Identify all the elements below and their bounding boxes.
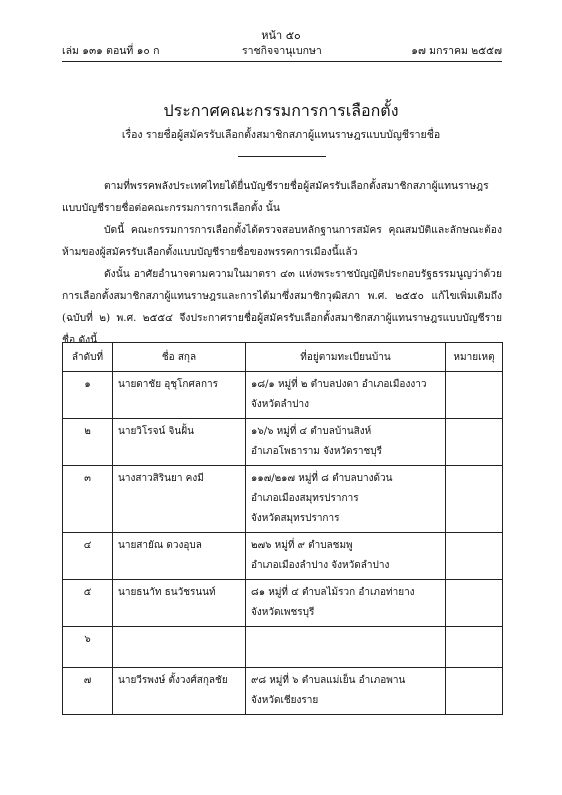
header-remark: หมายเหตุ xyxy=(446,343,503,372)
cell-remark xyxy=(446,627,503,668)
cell-name: นายดาชัย อุชุโกศลการ xyxy=(113,372,246,419)
page-number: หน้า ๕๐ xyxy=(261,29,301,42)
table-row xyxy=(63,668,503,715)
cell-order: ๗ xyxy=(63,668,113,715)
cell-name: นายวีรพงษ์ ตั้งวงศ์สกุลชัย xyxy=(113,668,246,715)
cell-address xyxy=(246,466,446,533)
address-line: จังหวัดสมุทรปราการ xyxy=(251,513,340,524)
table-row xyxy=(63,580,503,627)
announcement-subject: เรื่อง รายชื่อผู้สมัครรับเลือกตั้งสมาชิกสภาผู้แทนราษฎรแบบบัญชีรายชื่อ xyxy=(121,129,441,141)
table-row xyxy=(63,372,503,419)
address-line: อำเภอเมืองลำปาง จังหวัดลำปาง xyxy=(251,560,390,571)
volume-info: เล่ม ๑๓๑ ตอนที่ ๑๐ ก xyxy=(62,45,160,57)
address-line: จังหวัดเพชรบุรี xyxy=(251,607,315,618)
table-row xyxy=(63,419,503,466)
cell-order: ๑ xyxy=(63,372,113,419)
header-order: ลำดับที่ xyxy=(63,343,113,372)
paragraph-2: บัดนี้ คณะกรรมการการเลือกตั้งได้ตรวจสอบหลักฐานการสมัคร คุณสมบัติและลักษณะต้องห้ามของผู้สมัครรับเลือกตั้งแบบบัญชีรายชื่อของพรรคการเมืองนี้แล้ว xyxy=(62,224,502,258)
cell-address xyxy=(246,372,446,419)
cell-name: นางสาวสิรินยา คงมี xyxy=(113,466,246,533)
address-line: ๙๘ หมู่ที่ ๖ ตำบลแม่เย็น อำเภอพาน xyxy=(251,675,406,686)
address-line: อำเภอเมืองสมุทรปราการ xyxy=(251,493,359,504)
cell-order: ๓ xyxy=(63,466,113,533)
title-divider xyxy=(238,156,326,157)
cell-name xyxy=(113,627,246,668)
cell-remark xyxy=(446,419,503,466)
address-line: จังหวัดเชียงราย xyxy=(251,695,319,706)
table-header-row xyxy=(63,343,503,372)
address-line: จังหวัดลำปาง xyxy=(251,399,310,410)
cell-remark xyxy=(446,372,503,419)
cell-address xyxy=(246,580,446,627)
cell-order: ๖ xyxy=(63,627,113,668)
gazette-header xyxy=(62,42,502,58)
table-row xyxy=(63,466,503,533)
paragraph-1: ตามที่พรรคพลังประเทศไทยได้ยื่นบัญชีรายชื่อผู้สมัครรับเลือกตั้งสมาชิกสภาผู้แทนราษฎรแบบบัญชีรายชื่อต่อคณะกรรมการการเลือกตั้ง นั้น xyxy=(62,180,489,214)
cell-address xyxy=(246,668,446,715)
cell-remark xyxy=(446,580,503,627)
announcement-title: ประกาศคณะกรรมการการเลือกตั้ง xyxy=(163,101,399,120)
cell-address xyxy=(246,419,446,466)
header-name: ชื่อ สกุล xyxy=(113,343,246,372)
header-divider xyxy=(62,61,502,62)
cell-order: ๔ xyxy=(63,533,113,580)
address-line: อำเภอโพธาราม จังหวัดราชบุรี xyxy=(251,446,383,457)
address-line: ๑๑๗/๒๑๗ หมู่ที่ ๘ ตำบลบางด้วน xyxy=(251,473,393,484)
cell-name: นายธนาัท ธนวัชรนนท์ xyxy=(113,580,246,627)
table-row xyxy=(63,533,503,580)
address-line: ๑๘/๑ หมู่ที่ ๒ ตำบลปงดา อำเภอเมืองงาว xyxy=(251,379,427,390)
candidate-table xyxy=(62,342,503,715)
gazette-date: ๑๗ มกราคม ๒๕๕๗ xyxy=(411,45,502,57)
cell-remark xyxy=(446,466,503,533)
cell-remark xyxy=(446,668,503,715)
header-address: ที่อยู่ตามทะเบียนบ้าน xyxy=(246,343,446,372)
cell-name: นายวิโรจน์ จินฝั้น xyxy=(113,419,246,466)
address-line: ๑๖/๖ หมู่ที่ ๔ ตำบลบ้านสิงห์ xyxy=(251,426,372,437)
cell-address xyxy=(246,627,446,668)
cell-address xyxy=(246,533,446,580)
paragraph-3: ดังนั้น อาศัยอำนาจตามความในมาตรา ๔๓ แห่งพระราชบัญญัติประกอบรัฐธรรมนูญว่าด้วยการเลือกตั้งสมาชิกสภาผู้แทนราษฎรและการได้มาซึ่งสมาชิกวุฒิสภา พ.ศ. ๒๕๕๐ แก้ไขเพิ่มเติมถึง (ฉบับที่ ๒) พ.ศ. ๒๕๕๔ จึงประกาศรายชื่อผู้สมัครรับเลือกตั้งสมาชิกสภาผู้แทนราษฎรแบบบัญชีรายชื่อ ดังนี้ xyxy=(62,268,502,346)
cell-remark xyxy=(446,533,503,580)
cell-order: ๕ xyxy=(63,580,113,627)
address-line: ๒๗๖ หมู่ที่ ๙ ตำบลชมพู xyxy=(251,540,353,551)
address-line: ๘๑ หมู่ที่ ๔ ตำบลไม้รวก อำเภอท่ายาง xyxy=(251,587,415,598)
cell-order: ๒ xyxy=(63,419,113,466)
gazette-name: ราชกิจจานุเบกษา xyxy=(242,45,322,57)
cell-name: นายสายัณ ดวงอุบล xyxy=(113,533,246,580)
table-row xyxy=(63,627,503,668)
